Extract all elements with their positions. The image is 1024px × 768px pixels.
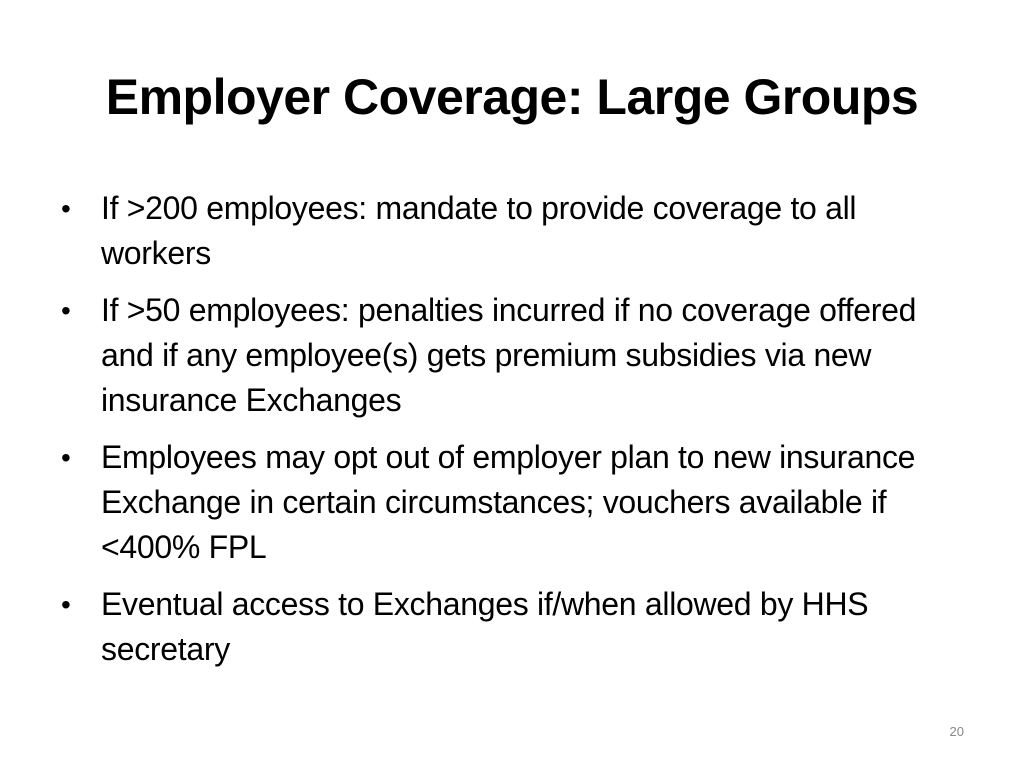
bullet-item: [58, 186, 968, 276]
slide-title: Employer Coverage: Large Groups: [105, 69, 919, 125]
bullet-text: If >200 employees: mandate to provide coverage to all workers: [101, 190, 857, 271]
bullet-dot-icon: •: [61, 193, 71, 224]
bullet-dot-icon: •: [61, 442, 71, 473]
bullet-dot-icon: •: [61, 589, 71, 620]
page-number: 20: [949, 724, 964, 739]
bullet-item: [58, 582, 968, 672]
bullet-dot-icon: •: [61, 295, 71, 326]
bullet-item: [58, 288, 968, 423]
bullet-text: Eventual access to Exchanges if/when allowed by HHS secretary: [101, 586, 869, 667]
bullet-text: Employees may opt out of employer plan to new insurance Exchange in certain circumstances; vouchers available if <400% FPL: [101, 439, 916, 565]
bullet-list: [58, 186, 968, 684]
bullet-text: If >50 employees: penalties incurred if no coverage offered and if any employee(s) gets premium subsidies via new insurance Exchanges: [101, 292, 917, 418]
bullet-item: [58, 435, 968, 570]
